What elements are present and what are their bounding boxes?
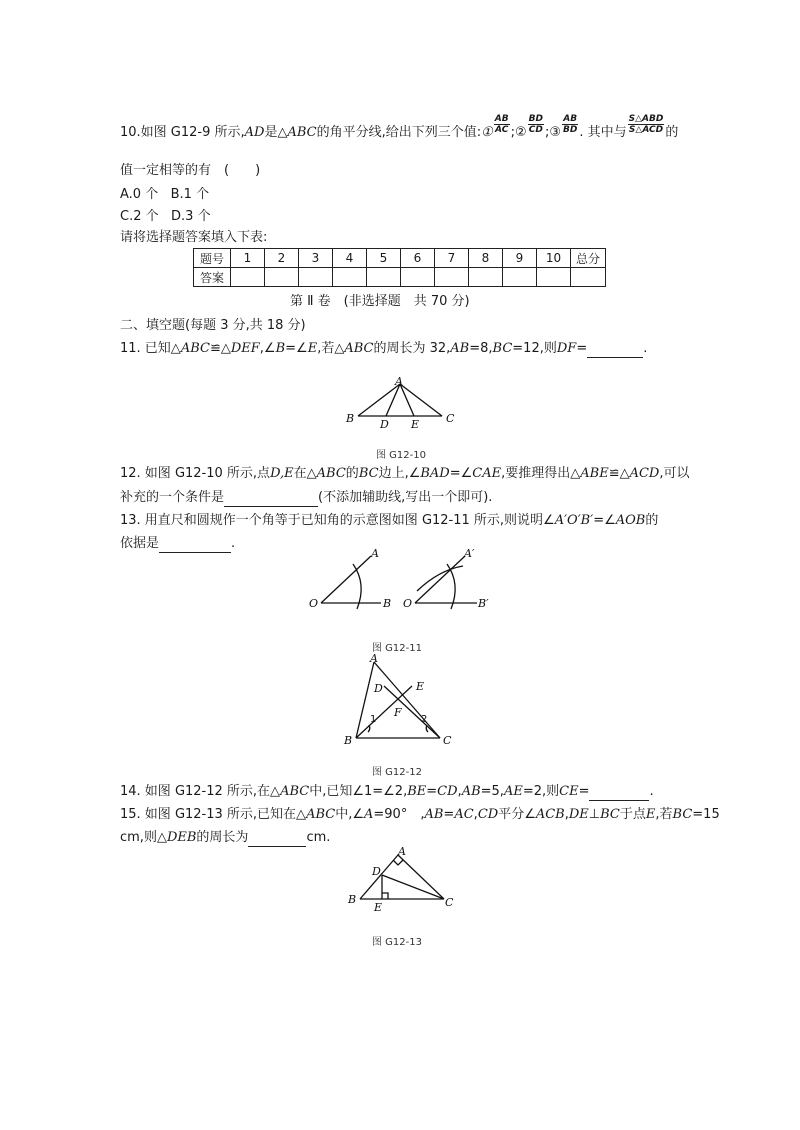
fig12-label-f: F: [394, 706, 402, 719]
q13-eq: =∠: [593, 513, 616, 528]
table-header-cell: 8: [469, 249, 503, 268]
option-c: C.2 个: [120, 209, 159, 224]
q11-t1: 11. 已知△: [120, 341, 181, 356]
table-header-cell: 9: [503, 249, 537, 268]
q12-line2: [120, 489, 492, 507]
q11-t3: ,若△: [317, 341, 345, 356]
fig11-label-o: O: [309, 597, 319, 610]
q15-line1: [120, 806, 720, 824]
q15-point-e: E: [645, 807, 656, 822]
q11-t4: 的周长为 32,: [373, 341, 451, 356]
frac4-num: S△ABD: [628, 114, 664, 124]
fig11-label-o-prime: O: [403, 597, 413, 610]
table-row: [194, 268, 606, 287]
q13-l1end: 的: [645, 513, 659, 528]
q12-abc: ABC: [316, 466, 346, 481]
q11-df: DF: [556, 341, 577, 356]
fig10-label-d: D: [380, 418, 389, 430]
q11-eq: =∠: [285, 341, 308, 356]
fig10-label-a: A: [395, 375, 403, 388]
fig10-label-c: C: [446, 412, 455, 425]
q14-c: =: [426, 784, 438, 799]
table-intro: 请将选择题答案填入下表:: [120, 230, 268, 245]
q12-bad: BAD: [420, 466, 450, 481]
fig11-caption: 图 G12-11: [372, 643, 422, 654]
fig12-label-d: D: [374, 682, 383, 695]
table-header-cell: 10: [537, 249, 571, 268]
q15-l2b: 的周长为: [196, 830, 249, 845]
q10-fraction-1: [494, 114, 510, 135]
fig12-label-b: B: [344, 734, 353, 747]
fig12-label-2: 2: [421, 714, 428, 725]
q12-abe: ABE: [580, 466, 609, 481]
answer-cell[interactable]: [435, 268, 469, 287]
answer-cell[interactable]: [401, 268, 435, 287]
q11-b: B: [275, 341, 286, 356]
q15-j: ,若: [655, 807, 673, 822]
fig10-label-b: B: [346, 412, 355, 425]
q13-line1: [120, 512, 658, 530]
q14-ae: AE: [503, 784, 523, 799]
q15-abc: ABC: [306, 807, 336, 822]
q14-ab: AB: [461, 784, 481, 799]
q12-acd: ACD: [629, 466, 660, 481]
figure-g12-11: [305, 544, 505, 616]
q14-d: ,: [457, 784, 462, 799]
section-heading: 第 Ⅱ 卷 (非选择题 共 70 分): [290, 294, 470, 309]
table-header-cell: 1: [231, 249, 265, 268]
q10-fraction-2: [528, 114, 544, 135]
q15-bc: BC: [600, 807, 620, 822]
fig12-label-c: C: [443, 734, 452, 747]
q14-text: [120, 783, 654, 801]
q15-line2: [120, 829, 330, 847]
q15-b: 中,∠: [335, 807, 364, 822]
q14-abc: ABC: [280, 784, 310, 799]
q10-line2: 值一定相等的有 ( ): [120, 163, 261, 178]
table-header-cell: 题号: [194, 249, 231, 268]
q15-c: =90° ,: [373, 807, 425, 822]
figure-g12-10: [340, 374, 460, 430]
q10-fraction-4: [628, 114, 665, 135]
answer-cell[interactable]: [537, 268, 571, 287]
q15-cd: CD: [477, 807, 499, 822]
q10-ad: AD: [244, 125, 265, 140]
fig13-label-e: E: [374, 901, 383, 914]
answer-cell[interactable]: [469, 268, 503, 287]
q14-be: BE: [407, 784, 427, 799]
fig11-label-b: B: [383, 597, 392, 610]
q12-h: ,可以: [659, 466, 690, 481]
q12-e: =∠: [449, 466, 473, 481]
option-b: B.1 个: [170, 187, 210, 202]
q11-cong: ≌△: [209, 341, 231, 356]
q13-aob-prime: A′O′B′: [554, 513, 594, 528]
q11-ab: AB: [450, 341, 470, 356]
q15-k: =15: [692, 807, 720, 822]
table-header-cell: 3: [299, 249, 333, 268]
q10-tail: 的: [665, 125, 679, 140]
q10-circle1: ①: [481, 125, 493, 140]
answer-cell[interactable]: [231, 268, 265, 287]
q15-acb: ACB: [535, 807, 565, 822]
q13-end: .: [231, 536, 236, 551]
q14-e: =5,: [480, 784, 504, 799]
q10-prefix: 10.如图 G12-9 所示,: [120, 125, 245, 140]
q12-l2a: 补充的一个条件是: [120, 490, 225, 505]
fig13-label-b: B: [348, 893, 357, 906]
answer-cell[interactable]: [299, 268, 333, 287]
q15-g: ,: [564, 807, 569, 822]
q11-t5: =8,: [469, 341, 493, 356]
q15-de: DE: [568, 807, 589, 822]
q10-sep2: ;③: [545, 125, 562, 140]
q11-end: .: [643, 341, 648, 356]
table-row: [194, 249, 606, 268]
q15-ac: AC: [454, 807, 474, 822]
table-header-cell: 2: [265, 249, 299, 268]
section-subheading: 二、填空题(每题 3 分,共 18 分): [120, 318, 306, 333]
q12-bc: BC: [358, 466, 379, 481]
fig12-label-a: A: [370, 652, 378, 665]
q14-f: =2,则: [522, 784, 560, 799]
fig12-caption: 图 G12-12: [372, 767, 422, 778]
fig10-label-e: E: [411, 418, 420, 430]
q13-l2: 依据是: [120, 536, 160, 551]
q15-i: 于点: [619, 807, 646, 822]
q15-e: ,: [473, 807, 478, 822]
fig13-label-c: C: [445, 896, 454, 909]
q13-line2: [120, 535, 235, 553]
fig12-label-1: 1: [370, 714, 377, 725]
q12-answer-blank[interactable]: [224, 492, 318, 507]
q14-g: =: [578, 784, 590, 799]
q15-d: =: [443, 807, 455, 822]
q10-mid: 的角平分线,给出下列三个值:: [316, 125, 482, 140]
q12-a: 12. 如图 G12-10 所示,点: [120, 466, 271, 481]
q11-abc: ABC: [180, 341, 210, 356]
fig11-label-b-prime: B′: [478, 597, 489, 610]
q10-options-cd: [120, 208, 211, 226]
q15-answer-blank[interactable]: [248, 832, 306, 847]
figure-g12-12: [338, 652, 468, 748]
q11-bc: BC: [492, 341, 513, 356]
fig12-label-e: E: [416, 680, 425, 693]
q10-sep1: ;②: [510, 125, 527, 140]
q11-answer-blank[interactable]: [587, 343, 643, 358]
q14-ce: CE: [559, 784, 579, 799]
q14-a: 14. 如图 G12-12 所示,在△: [120, 784, 281, 799]
q10-is: 是△: [264, 125, 288, 140]
q14-end: .: [649, 784, 654, 799]
q11-text: [120, 340, 647, 358]
q15-bc2: BC: [672, 807, 693, 822]
q12-f: ,要推理得出△: [501, 466, 581, 481]
q14-answer-blank[interactable]: [589, 786, 649, 801]
q15-ab: AB: [424, 807, 444, 822]
frac3-den: BD: [563, 125, 578, 135]
q11-e: E: [307, 341, 318, 356]
q12-cae: CAE: [472, 466, 502, 481]
q15-a: 15. 如图 G12-13 所示,已知在△: [120, 807, 307, 822]
fig10-caption: 图 G12-10: [376, 450, 426, 461]
table-header-cell: 总分: [571, 249, 606, 268]
frac2-den: CD: [528, 125, 543, 135]
q13-aob: AOB: [615, 513, 646, 528]
q12-b: 在△: [293, 466, 317, 481]
q12-g: ≌△: [608, 466, 630, 481]
q10-abc: ABC: [287, 125, 317, 140]
frac1-den: AC: [495, 125, 509, 135]
option-d: D.3 个: [171, 209, 211, 224]
q11-def: DEF: [230, 341, 260, 356]
frac3-num: AB: [563, 114, 578, 124]
q13-answer-blank[interactable]: [159, 538, 231, 553]
fig13-label-a: A: [398, 845, 406, 858]
table-header-cell: 5: [367, 249, 401, 268]
q10-fraction-3: [562, 114, 578, 135]
q15-h: ⊥: [588, 807, 601, 822]
q14-b: 中,已知∠1=∠2,: [309, 784, 408, 799]
frac4-den: S△ACD: [628, 125, 664, 135]
answer-cell[interactable]: [571, 268, 606, 287]
q10-after: . 其中与: [579, 125, 627, 140]
q12-d: 边上,∠: [378, 466, 421, 481]
q11-abc2: ABC: [344, 341, 374, 356]
q15-l2c: cm.: [306, 830, 331, 845]
table-header-cell: 6: [401, 249, 435, 268]
q15-l2a: cm,则△: [120, 830, 167, 845]
q11-t2: ,∠: [259, 341, 276, 356]
q12-c: 的: [345, 466, 359, 481]
q11-t7: =: [576, 341, 588, 356]
q12-line1: [120, 465, 689, 483]
table-header-cell: 4: [333, 249, 367, 268]
answer-table: [193, 248, 606, 287]
q13-l1: 13. 用直尺和圆规作一个角等于已知角的示意图如图 G12-11 所示,则说明∠: [120, 513, 555, 528]
q10-line1: [120, 114, 679, 143]
answer-cell[interactable]: [265, 268, 299, 287]
q15-deb: DEB: [166, 830, 197, 845]
q15-f: 平分∠: [498, 807, 536, 822]
q12-l2b: (不添加辅助线,写出一个即可).: [318, 490, 493, 505]
table-header-cell: 7: [435, 249, 469, 268]
table-row-label: 答案: [194, 268, 231, 287]
fig11-label-a-prime: A′: [464, 547, 475, 560]
fig11-label-a: A: [371, 547, 379, 560]
fig13-label-d: D: [372, 865, 381, 878]
frac2-num: BD: [528, 114, 543, 124]
q14-cd: CD: [437, 784, 458, 799]
q10-options-ab: [120, 186, 209, 204]
answer-cell[interactable]: [333, 268, 367, 287]
q15-angle-a: A: [364, 807, 374, 822]
figure-g12-13: [342, 843, 466, 915]
q11-t6: =12,则: [512, 341, 557, 356]
fig13-caption: 图 G12-13: [372, 937, 422, 948]
q12-de: D,E: [270, 466, 294, 481]
frac1-num: AB: [494, 114, 509, 124]
answer-cell[interactable]: [503, 268, 537, 287]
answer-cell[interactable]: [367, 268, 401, 287]
option-a: A.0 个: [120, 187, 159, 202]
